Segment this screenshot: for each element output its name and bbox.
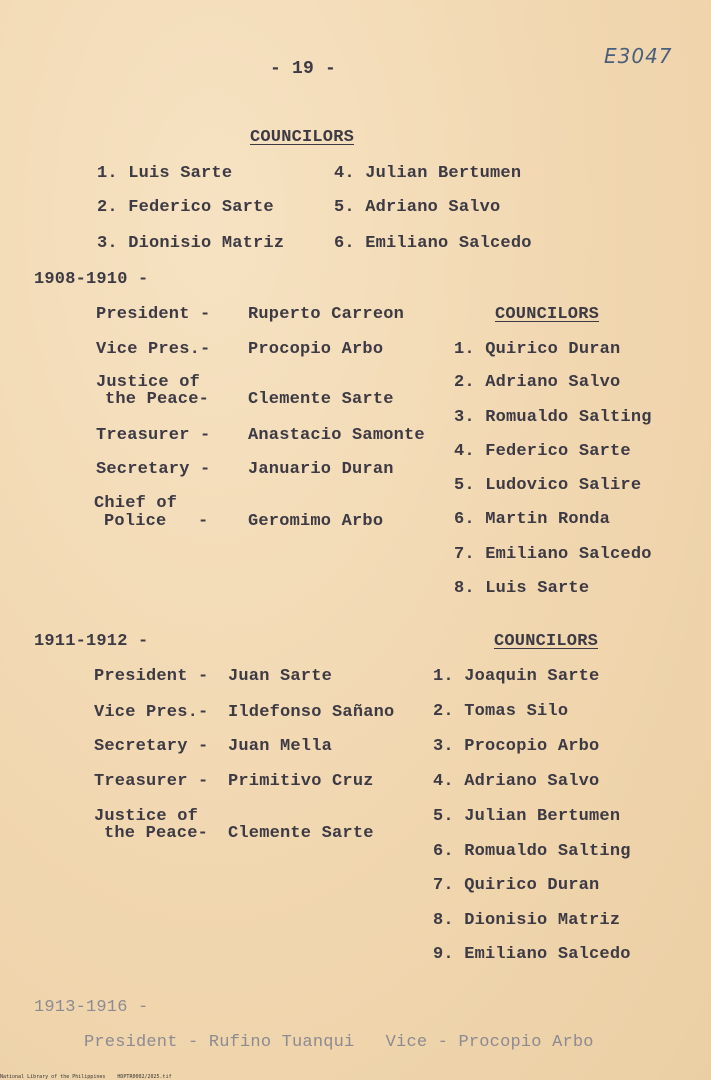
officer-role: Secretary - <box>94 737 209 756</box>
officer-role: Justice of <box>94 807 199 826</box>
list-item: 5. Julian Bertumen <box>433 807 621 826</box>
officer-role: Chief of <box>94 494 178 513</box>
list-item: 2. Adriano Salvo <box>454 373 621 392</box>
officer-role: Secretary - <box>96 460 211 479</box>
list-item: 1. Luis Sarte <box>97 164 233 183</box>
councilors-header-1908: COUNCILORS <box>495 305 600 324</box>
officer-name: Procopio Arbo <box>248 340 384 359</box>
officer-name: Juan Sarte <box>228 667 333 686</box>
page-number: - 19 - <box>270 59 337 79</box>
list-item: 1. Quirico Duran <box>454 340 621 359</box>
officer-name: Clemente Sarte <box>228 824 374 843</box>
officer-name: Ildefonso Sañano <box>228 703 395 722</box>
list-item: 4. Julian Bertumen <box>334 164 522 183</box>
officer-role: the Peace- <box>104 824 209 843</box>
officer-role: Vice Pres.- <box>96 340 211 359</box>
list-item: 7. Emiliano Salcedo <box>454 545 652 564</box>
officer-name: Clemente Sarte <box>248 390 394 409</box>
list-item: 4. Federico Sarte <box>454 442 631 461</box>
list-item: 4. Adriano Salvo <box>433 772 600 791</box>
officer-name: Anastacio Samonte <box>248 426 425 445</box>
list-item: 3. Romualdo Salting <box>454 408 652 427</box>
list-item: 5. Adriano Salvo <box>334 198 501 217</box>
archive-code: E3047 <box>604 44 673 68</box>
term-years-1911: 1911-1912 - <box>34 632 149 651</box>
officer-role: President - <box>94 667 209 686</box>
list-item: 9. Emiliano Salcedo <box>433 945 631 964</box>
list-item: 5. Ludovico Salire <box>454 476 642 495</box>
list-item: 8. Dionisio Matriz <box>433 911 621 930</box>
term-1913-officers: President - Rufino Tuanqui Vice - Procopio Arbo <box>84 1033 594 1052</box>
list-item: 3. Dionisio Matriz <box>97 234 285 253</box>
officer-role: Treasurer - <box>94 772 209 791</box>
officer-role: Justice of <box>96 373 201 392</box>
officer-role: Treasurer - <box>96 426 211 445</box>
officer-name: Geromimo Arbo <box>248 512 384 531</box>
list-item: 2. Federico Sarte <box>97 198 274 217</box>
list-item: 2. Tomas Silo <box>433 702 569 721</box>
list-item: 6. Romualdo Salting <box>433 842 631 861</box>
officer-role: the Peace- <box>105 390 210 409</box>
list-item: 1. Joaquin Sarte <box>433 667 600 686</box>
councilors-header-1911: COUNCILORS <box>494 632 599 651</box>
officer-dash: - <box>198 512 209 531</box>
archive-footer: National Library of the Philippines HDPTR0002/2025.tif <box>0 1074 172 1080</box>
officer-role: Vice Pres.- <box>94 703 209 722</box>
officer-name: Juan Mella <box>228 737 333 756</box>
officer-role: President - <box>96 305 211 324</box>
officer-role: Police <box>104 512 167 531</box>
councilors-header-top: COUNCILORS <box>250 128 355 147</box>
list-item: 6. Martin Ronda <box>454 510 611 529</box>
officer-name: Primitivo Cruz <box>228 772 374 791</box>
list-item: 8. Luis Sarte <box>454 579 590 598</box>
term-years-1913: 1913-1916 - <box>34 998 149 1017</box>
officer-name: Januario Duran <box>248 460 394 479</box>
officer-name: Ruperto Carreon <box>248 305 405 324</box>
list-item: 3. Procopio Arbo <box>433 737 600 756</box>
term-years-1908: 1908-1910 - <box>34 270 149 289</box>
list-item: 7. Quirico Duran <box>433 876 600 895</box>
list-item: 6. Emiliano Salcedo <box>334 234 532 253</box>
